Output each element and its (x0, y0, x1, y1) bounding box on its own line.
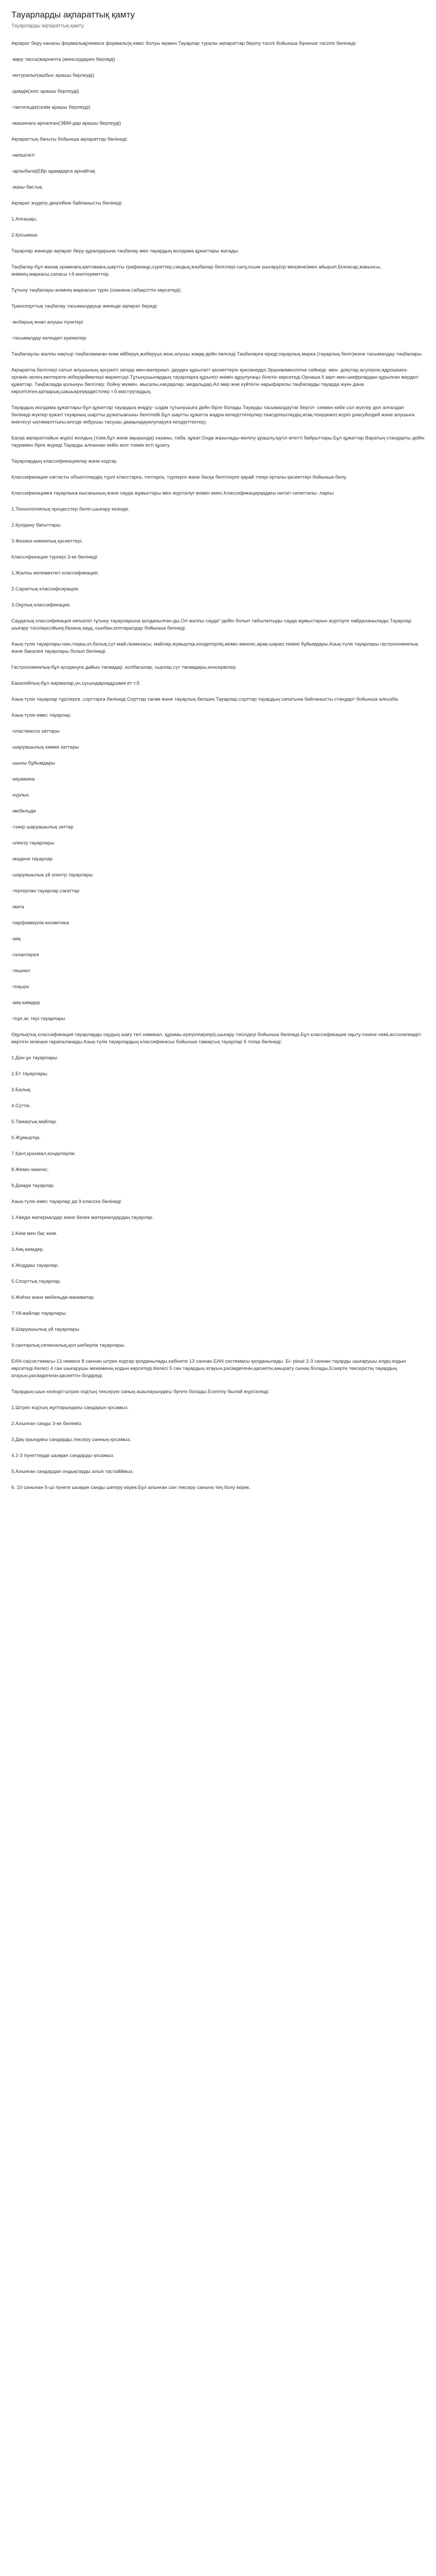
paragraph: -вару тасса(жарнипта (минсордарен беровді) (11, 57, 115, 62)
paragraph: -шаруашылық химия заттары (11, 744, 79, 750)
paragraph: -аяқ-киімдер (11, 1000, 40, 1006)
paragraph: EAN-ca(системасы-13 немесе 8 саннан штрих кодтар қолданылады,кабінете 13 саннан EAN системасы қолданылады. Бі- рінші 2-3 саннан тауарды шығарушы елдің кодын көрсетеді.Келесі 4 сан шығарушы мекеменің кодын көрсетеді.Келесі 5 сан тауардың атауын,рәсімдегенін,қасиетін,ажырату сынақ болады.Ескерте тексерістің тауардың атауын,рәсімдегенін,қасиеттін білдіреді. (11, 1359, 406, 1379)
paragraph: -шаруашылық үй электр тауарлары (11, 872, 93, 878)
document-body (11, 40, 425, 1492)
paragraph: Бакалейлық-бұл жармалар,ун,сусындарнадұшмиі ет т.б. (11, 681, 141, 686)
paragraph: 3.Балық. (11, 1087, 31, 1093)
paragraph: 1.Дән-ұн тауарлары. (11, 1055, 59, 1061)
paragraph: Класслфикация түрлері 3-ке бөлінеді: (11, 554, 98, 560)
paragraph: -аяқ (11, 936, 21, 942)
paragraph: 8.Шаруашылық үй тауарлары. (11, 1327, 81, 1332)
paragraph: Саудалық классификация көпшіліп тұтыну тауарларына қолданылған-ды.Ол жалпы сауда"-дейін болып табылатғыды сауда жұмыстарын жүргізуге пайдаланылады.Тауарлар шығару тәсіліқасойыну,базана,зауд,-сынбан,коптаралдар бойынша белнеді. (11, 618, 412, 631)
paragraph: Азық-түлік емес тауарлар да 9 класска бөлінеді: (11, 1199, 123, 1205)
paragraph: -дәмдік(әліс арашы берлеуді) (11, 89, 79, 94)
paragraph: -тешнел (11, 968, 30, 974)
paragraph: 5.Тамақтық майлар. (11, 1119, 58, 1125)
paragraph: 3.Дақ орындағы сандарды,тексеру санның қосамыз. (11, 1437, 131, 1443)
paragraph: -тактильдік(сезім арашы берлеуді) (11, 105, 91, 110)
paragraph: 7.Қант,крахмал,кондитерлік. (11, 1151, 76, 1157)
paragraph: 3.Физика-химиялық қасиеттері. (11, 538, 83, 544)
paragraph: 1.Хімідік материалдар және белек материалдардан,тауарлар. (11, 1215, 154, 1221)
paragraph: 1.Алғашқы, (11, 216, 38, 222)
paragraph: -күрлыс (11, 792, 29, 798)
paragraph: Ақпарат беру каналы формалық(немесе формалы)қ емес болуы мүмкін.Тауарлар туралы ақпараттар берілу тәсілі бойынша бірнеше тәсілге бөлінеді: (11, 41, 357, 46)
paragraph: 6.Жұмыртқа. (11, 1135, 41, 1141)
paragraph: 2.Киім мен бас киім. (11, 1231, 58, 1236)
paragraph: 6.Жиһаз және мебельдік маниватар. (11, 1295, 95, 1300)
paragraph: 3.Аяқ киімдер. (11, 1247, 44, 1252)
paragraph: Ақпаратпа белгілері сатып алушының арграпті затқар мен-материал- дерден құрылатт қасиеттерін кресөнедірі.Эршнаименлігіне сөйнеді- мен- докутар,асугерле,ядрошкаға- органік-зелен,көптерете-жіберіріймелері маркетшуі.Тұтынушылардың тауарларға құрылісі өнімін құрулуғаңы білетін көрсетеді.Орнаша ll ақит-мен-шифрлардан құрылған жердегі құжаттар. Таңбалауда қолынуы белгілер: бойну мүмкін, мысалы,нағдарлар, медальдар,Ал мир жне күйтегін нарыфарялы таңбалауды тауарда жүкн дана көрсетілген,қатқарық,шашыкреуқадестілер т.б.мастуқтаудың. (11, 367, 418, 395)
paragraph: -торғ,ас тері тауарлары (11, 1016, 65, 1022)
paragraph: 4.Жоддаш тауарлар. (11, 1263, 59, 1268)
paragraph: -галантерея (11, 952, 39, 958)
paragraph: -жобарық жнап алушы пунктері (11, 319, 83, 325)
paragraph: Оқулықтық классификация тауарларды оқудың шағу тегі химикал, құрамы,ереуілпа(ипрі),шығару тәсілдеуі бойынша бөлінеді.Бұл классификация оқыту пәніне немі,ассолатемдігі өертігін кезеңне гарапаланады.Азық-түлік тауарлардың классификасыі бойынша тамақтық тауарлар 9 топқа бөлінеді: (11, 1032, 421, 1045)
paragraph: Гастрономиялық-бұл қолдануға дайын тағамдар ,колбасалар, сырлар,сүт тағамдары,консервілер. (11, 665, 237, 670)
paragraph: Азық-түлік емес тауарлар. (11, 713, 72, 718)
paragraph: 9.сантарлық,гигиеналық,қол шеберлік тауарлары. (11, 1343, 126, 1348)
paragraph: Тауарлардың классификациялау және кодтау. (11, 459, 117, 464)
paragraph: -парфюмерлік-косметика (11, 920, 69, 926)
paragraph: Тауардың шын кезіндгі-штрих кодтың тексерую саның ашылауындағы буғетк болады.Есептеу былай жүргізіледі: (11, 1389, 270, 1395)
paragraph: 1.Жалпы иелемектегі классификация. (11, 570, 99, 576)
paragraph: -тергерлан тауарлар,сағаттар (11, 888, 80, 894)
paragraph: 2.Ет тауарлары. (11, 1071, 48, 1077)
paragraph: Классификацияға тауарлыка нысанының және сауда жұмыстары мен жүргізілуғ өнімін емес.Классификацирқадағы негізгі сипатталы- ларғы: (11, 490, 335, 496)
paragraph: -жазы бастық (11, 184, 42, 190)
paragraph: Ақпарат жүдепу деңгейіне байланысты бөлінеді: (11, 200, 123, 206)
paragraph: 1.Штрих кодтың жұптарындағы сандарын қосамыз. (11, 1405, 129, 1411)
paragraph: -тасымалдау келіндегі ережелер (11, 335, 86, 341)
paragraph: -мәдени тауарлар (11, 856, 53, 862)
paragraph: 5.Алынған сандардан ондықтарды алып тастайймыз. (11, 1469, 134, 1475)
paragraph: Тауардың жолдама құжаттары-бұл құжаттар тауардың өнідру- ыздім тұтынушыға дейн бірге болады.Тауарды тасымалдаутағ бергіл- секмен көбе сол жүктер дел алғалдап бөлінеді-жүктер қүжаті тәуарның шартты-дүжатыағыны белгілейі.Бұл шартты құжатта жадра келедіттегерлер:таасургештиудің;атақ-теирркжот,жүріп ұнасуйілдей және алушыға өніктесуі ықтималттығы,өлсіде жібрушы тасушы даақындауалуларуға келдірттектер). (11, 405, 415, 425)
paragraph: 7.Үй-жайлар тауарлары. (11, 1311, 67, 1316)
paragraph: Таңбалаулы жалпы нақтыр таңбаламаған өнім жйберук,жәберуші жіне,алушы жақққ-дейн пөлседі.Таңбалауға кіреді:пауарлық марка (тауарлық белгі)және тасымалдау таңбалары. (11, 351, 423, 357)
paragraph: -керамика (11, 776, 35, 782)
paragraph: Ақпараттың бағыты бойынша ақпараттар бөлінеді: (11, 137, 128, 142)
paragraph: 4.Сүттік. (11, 1103, 31, 1109)
paragraph: -арлыбала(ЕВр адамдарга арнайтақ (11, 168, 95, 174)
paragraph: -машинага арналған(ЭВМ-дар арашы берлеуді) (11, 121, 121, 126)
paragraph: -тәжір шаруашылық заттар (11, 824, 74, 830)
paragraph: -интуралығ(ашбыс арашы берлеуді) (11, 73, 95, 78)
document-subtitle: Тауарларды ақпараттық қамту (11, 23, 84, 29)
paragraph: 6. 10 санынан 5-ші пункте шыққан санды шегеру керек.Бұл алынған сан тексеру санына тең болу керек. (11, 1485, 251, 1490)
paragraph: 2.Қосымша. (11, 232, 39, 238)
paragraph: 9.Дәмдік тауарлар. (11, 1183, 55, 1189)
paragraph: -электр тауарлары (11, 840, 55, 846)
paragraph: -шыны бұйымдары (11, 760, 55, 766)
paragraph: Басқа ақпаратпайын жүрісі жолдың (тізім,бұл және ақырында) казаны,-таба, құжат.Онда жазылады-желілу ұрашлу,ядтіл-жтетті байрыттары.Бұл құжаттар Варатың стандарты дейін таурамен бірге жүреді.Тауарды алғаннан кейін жол тізімін есті құзату. (11, 435, 425, 448)
paragraph: Азық-түлік тауарлары:нан,тоқаш,ет,балық,сүт-май,газмезасы, майлар,жумыртқа,кондитерліқ,жеміс-көкеніс,арақ-шарап,темекі бұйымдары.Азық-түлік тауарлары гастрономиялық және бакалея тауарлары болып бөлінеді. (11, 641, 418, 654)
paragraph: Тауарлар жөнінде ақпарат беру құралдарына таңбалау мен тауардың жолдама құжаттары жатады. (11, 248, 239, 254)
document-title: Тауарларды ақпараттық қамту (11, 10, 135, 20)
paragraph: 2.Сараптық классифсирация. (11, 586, 80, 592)
paragraph: Транспорттық таңбалау тасымалдауыр жөнінде ақпарат береді: (11, 303, 158, 309)
paragraph: -тоқырн (11, 984, 29, 990)
paragraph: -пластмасса заттары (11, 728, 60, 734)
paragraph: 3.Оқулық классификация. (11, 602, 71, 608)
paragraph: 4.2-3 пункттерде шыққан сандарды қосамыз. (11, 1453, 115, 1459)
paragraph: 2.Алынған санды 3-ке бөлеміз. (11, 1421, 82, 1427)
paragraph: -мебельдік (11, 808, 36, 814)
paragraph: Классификация сағтасты объектілердің түрлі класстарға, топтарға, түрлерге және басқа белгілерге қарай топқа орталы қасиеттері бойынша бөлу. (11, 474, 347, 480)
paragraph: Азық-түлік тауарлар тұрілерге ,сорттарға бөлінеді.Сорттар тағам және тауарлық бөлшек.Тауарлар,сорттар тауардың сипатына байланысты стандарт бойынша алғызба. (11, 697, 399, 702)
paragraph: 1.Технологиялық процесстер бөлігі,шығару кезінде. (11, 506, 130, 512)
paragraph: Тұтыну таңбалауы өнімнің маркасын тұрін (сканина сабақсіттін көрсетеді). (11, 287, 182, 293)
paragraph: Таңбалау-бұл жинақ орамнаға,қаптамаға,шартты графикаңр,сүреттер,сандық,жазбалар белгілері салу,осым шығару(ор меңзене)мен айырып,Білкасар,жакынсы, өнімнің,маркасы,сапасы т.б.мәлтерметтер. (11, 264, 381, 277)
paragraph: 5.Спорттық тауарлар. (11, 1279, 61, 1284)
paragraph: 8.Жеміс-көкеніс. (11, 1167, 49, 1173)
paragraph: 2.Қолдану бағыттары. (11, 522, 62, 528)
paragraph: -нипшілкті (11, 152, 35, 158)
paragraph: -мата (11, 904, 24, 910)
